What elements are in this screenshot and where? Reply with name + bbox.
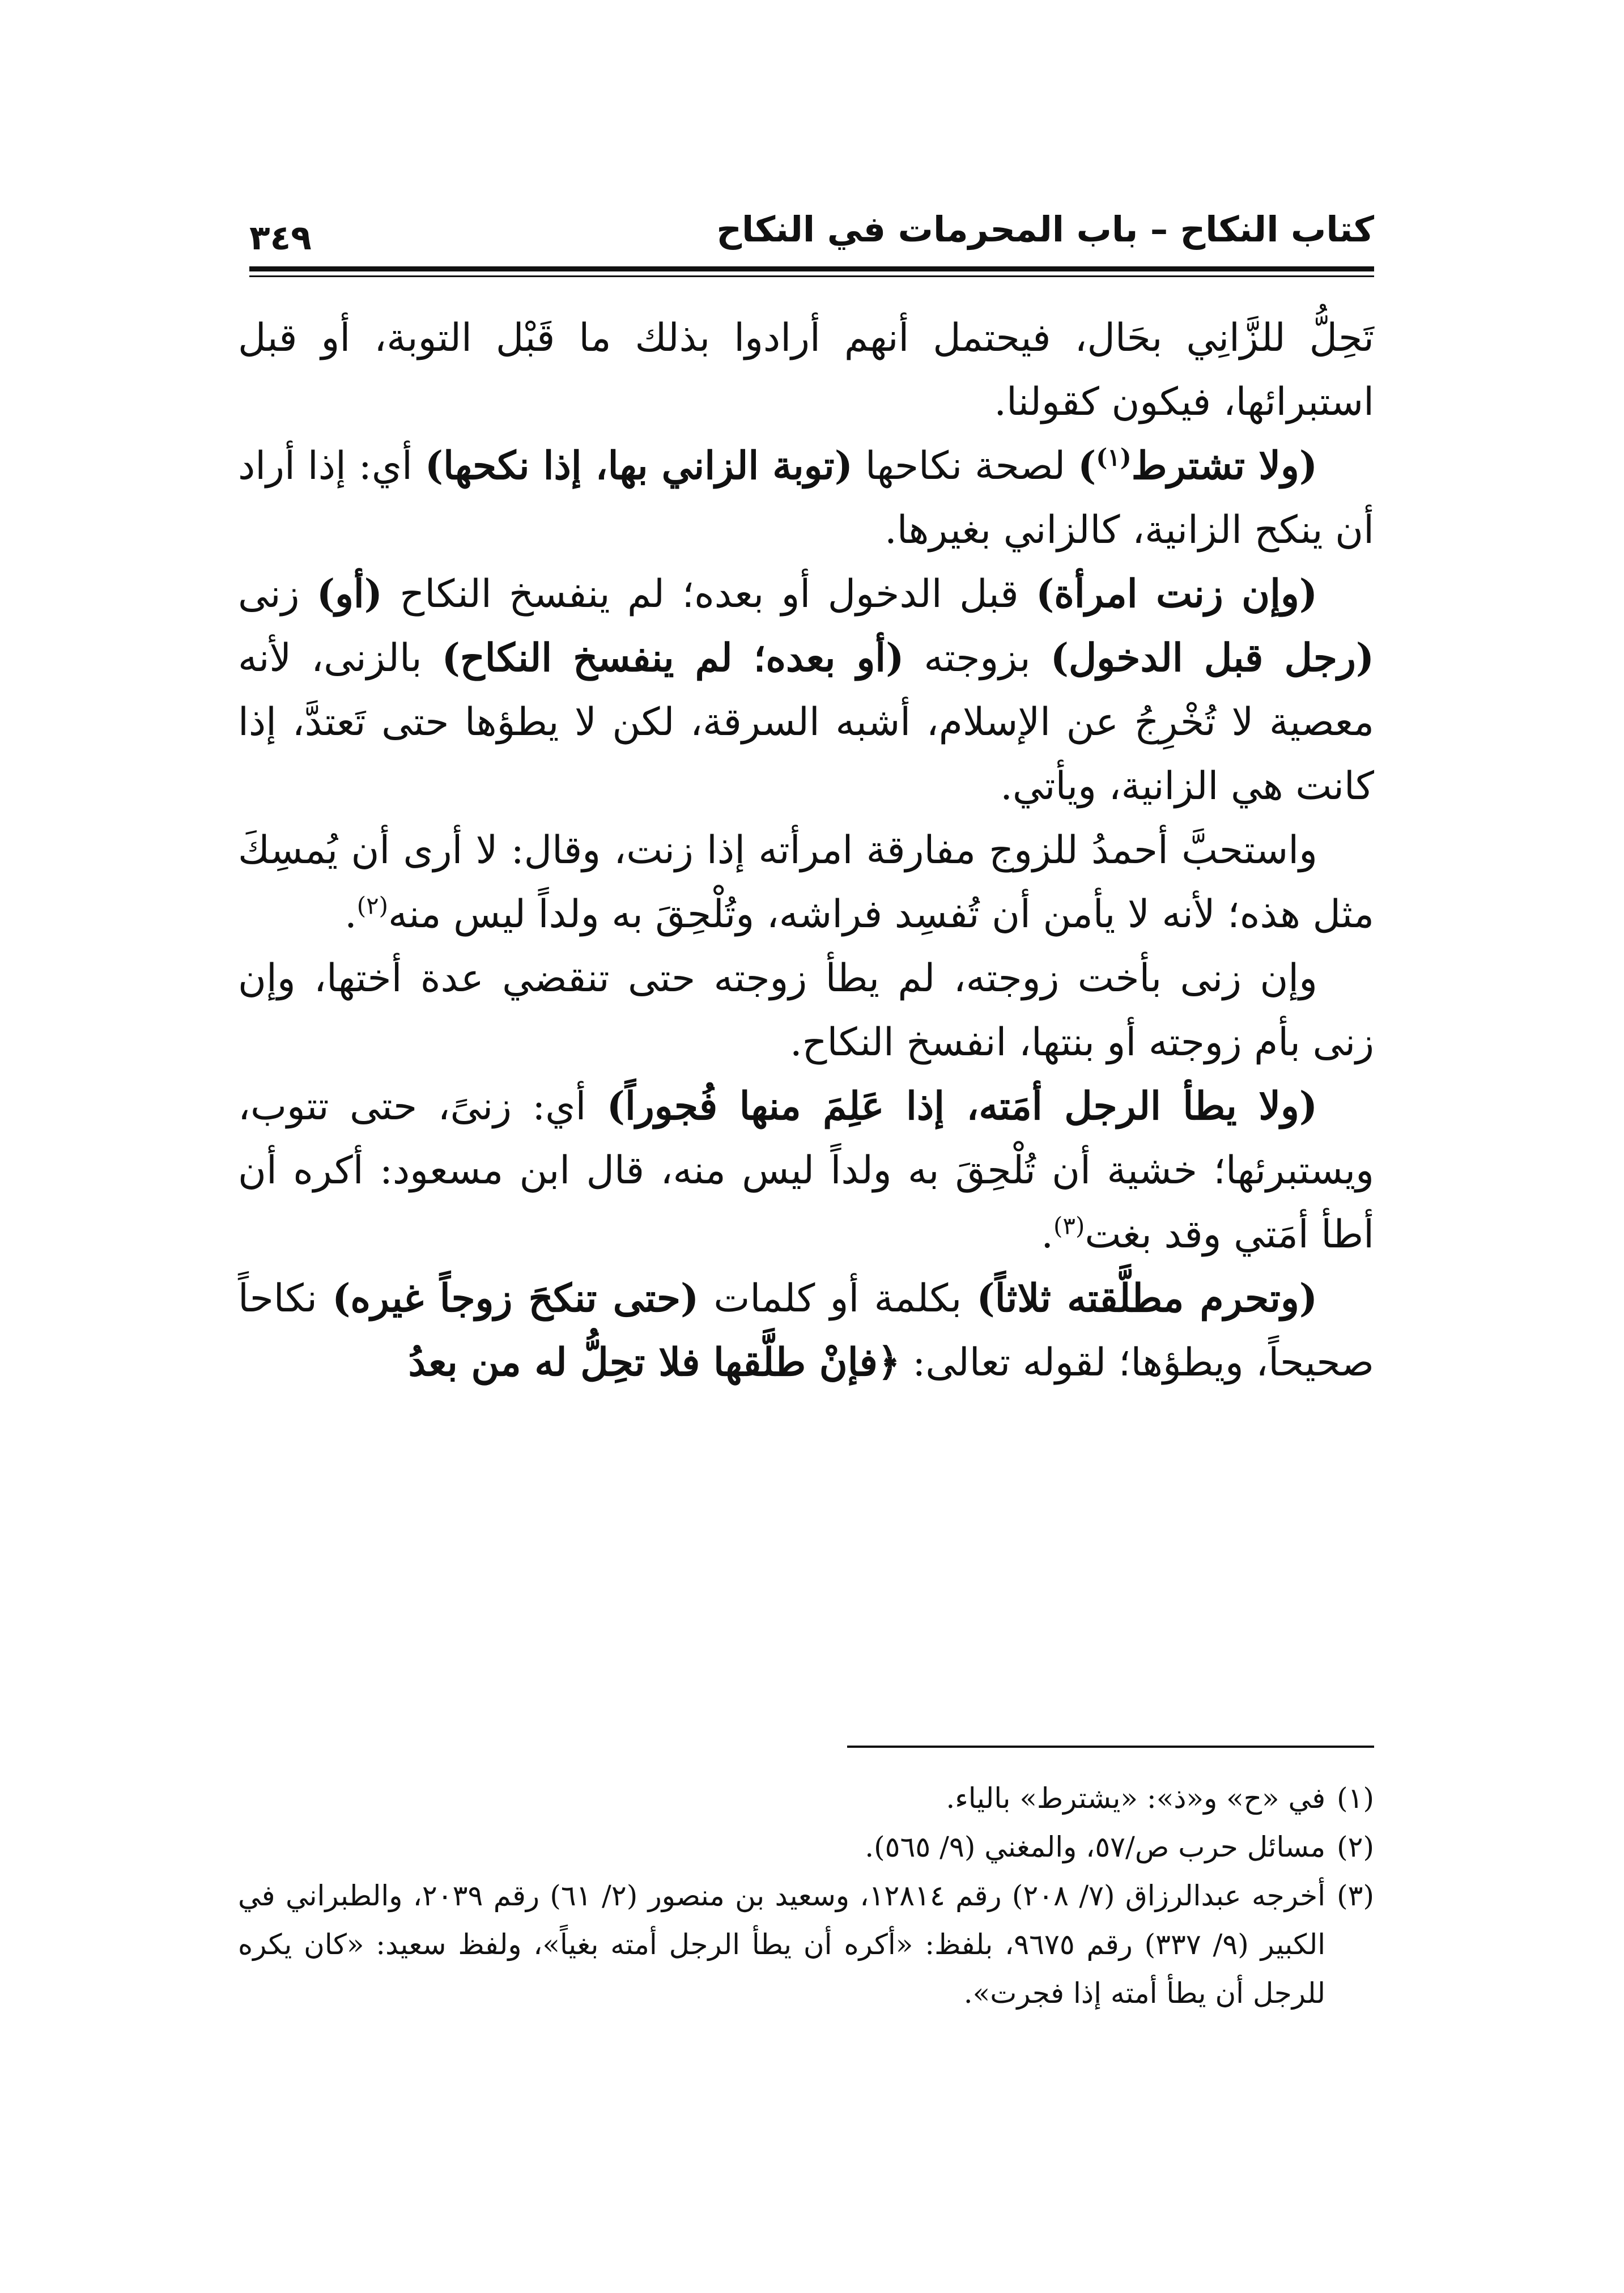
- footnotes: [238, 1774, 1374, 2018]
- footnote-text: مسائل حرب ص/٥٧، والمغني (٩/ ٥٦٥).: [865, 1831, 1326, 1863]
- bold-phrase: (أو بعده؛ لم ينفسخ النكاح): [441, 635, 904, 681]
- header-rule-thin: [249, 275, 1374, 277]
- bold-phrase: (حتى تنكحَ زوجاً غيره): [332, 1276, 699, 1321]
- running-header: [249, 196, 1374, 264]
- paragraph-5: وإن زنى بأخت زوجته، لم يطأ زوجته حتى تنقضي عدة أختها، وإن زنى بأم زوجته أو بنتها، انفسخ النكاح.: [238, 956, 1374, 1065]
- footnote-text: في «ح» و«ذ»: «يشترط» بالياء.: [946, 1782, 1326, 1815]
- bold-phrase: (أو): [316, 571, 382, 617]
- footnote-separator: [847, 1746, 1374, 1748]
- bold-phrase: (وإن زنت امرأة): [1036, 571, 1318, 617]
- footnote-2: [238, 1823, 1374, 1871]
- page-number: ٣٤٩: [249, 218, 312, 258]
- main-text: [238, 306, 1374, 1395]
- footnote-1: [238, 1774, 1374, 1823]
- paragraph-2: (ولا تشترط$^{(١)}$) لصحة نكاحها (توبة الزاني بها، إذا نكحها) أي: إذا أراد أن ينكح الزانية، كالزاني بغيرها.: [238, 443, 1374, 553]
- footnote-number: (٣): [1337, 1879, 1374, 1912]
- footnote-ref-2[interactable]: (٢): [356, 891, 389, 920]
- bold-phrase: (وتحرم مطلَّقته ثلاثاً): [976, 1276, 1317, 1321]
- footnote-ref-1[interactable]: (١): [1096, 443, 1132, 472]
- header-rule: [249, 266, 1374, 271]
- paragraph-3: (وإن زنت امرأة) قبل الدخول أو بعده؛ لم ينفسخ النكاح (أو) زنى (رجل قبل الدخول) بزوجته (أو بعده؛ لم ينفسخ النكاح) بالزنى، لأنه معصية لا تُخْرِجُ عن الإسلام، أشبه السرقة، لكن لا يطؤها حتى تَعتدَّ، إذا كانت هي الزانية، ويأتي.: [238, 571, 1374, 809]
- footnote-number: (١): [1337, 1782, 1374, 1815]
- bold-phrase: (رجل قبل الدخول): [1050, 635, 1374, 681]
- footnote-text: أخرجه عبدالرزاق (٧/ ٢٠٨) رقم ١٢٨١٤، وسعيد بن منصور (٢/ ٦١) رقم ٢٠٣٩، والطبراني في الكبير (٩/ ٣٣٧) رقم ٩٦٧٥، بلفظ: «أكره أن يطأ الرجل أمته بغياً»، ولفظ سعيد: «كان يكره للرجل أن يطأ أمته إذا فجرت».: [238, 1879, 1326, 2010]
- chapter-title: كتاب النكاح – باب المحرمات في النكاح: [716, 209, 1374, 250]
- paragraph-1: تَحِلُّ للزَّانِي بحَال، فيحتمل أنهم أرادوا بذلك ما قَبْل التوبة، أو قبل استبرائها، فيكون كقولنا.: [238, 316, 1374, 424]
- footnote-ref-3[interactable]: (٣): [1053, 1212, 1085, 1240]
- bold-phrase: (ولا يطأ الرجل أمَته، إذا عَلِمَ منها فُجوراً): [606, 1084, 1317, 1129]
- quran-quote: ﴿فإنْ طلَّقها فلا تحِلُّ له من بعدُ: [408, 1340, 900, 1385]
- paragraph-6: (ولا يطأ الرجل أمَته، إذا عَلِمَ منها فُجوراً) أي: زنىً، حتى تتوب، ويستبرئها؛ خشية أن تُلْحِقَ به ولداً ليس منه، قال ابن مسعود: أكره أن أطأ أمَتي وقد بغت$^{(٣)}$.: [238, 1084, 1374, 1257]
- paragraph-4: واستحبَّ أحمدُ للزوج مفارقة امرأته إذا زنت، وقال: لا أرى أن يُمسِكَ مثل هذه؛ لأنه لا يأمن أن تُفسِد فراشه، وتُلْحِقَ به ولداً ليس منه$^{(٢)}$.: [238, 828, 1374, 937]
- bold-phrase: (ولا تشترط$^{(١)}$): [1078, 443, 1318, 489]
- bold-phrase: (توبة الزاني بها، إذا نكحها): [424, 443, 853, 489]
- footnote-3: [238, 1871, 1374, 2018]
- footnote-number: (٢): [1337, 1831, 1374, 1863]
- paragraph-7: (وتحرم مطلَّقته ثلاثاً) بكلمة أو كلمات (حتى تنكحَ زوجاً غيره) نكاحاً صحيحاً، ويطؤها؛ لقوله تعالى: ﴿فإنْ طلَّقها فلا تحِلُّ له من بعدُ: [238, 1276, 1374, 1385]
